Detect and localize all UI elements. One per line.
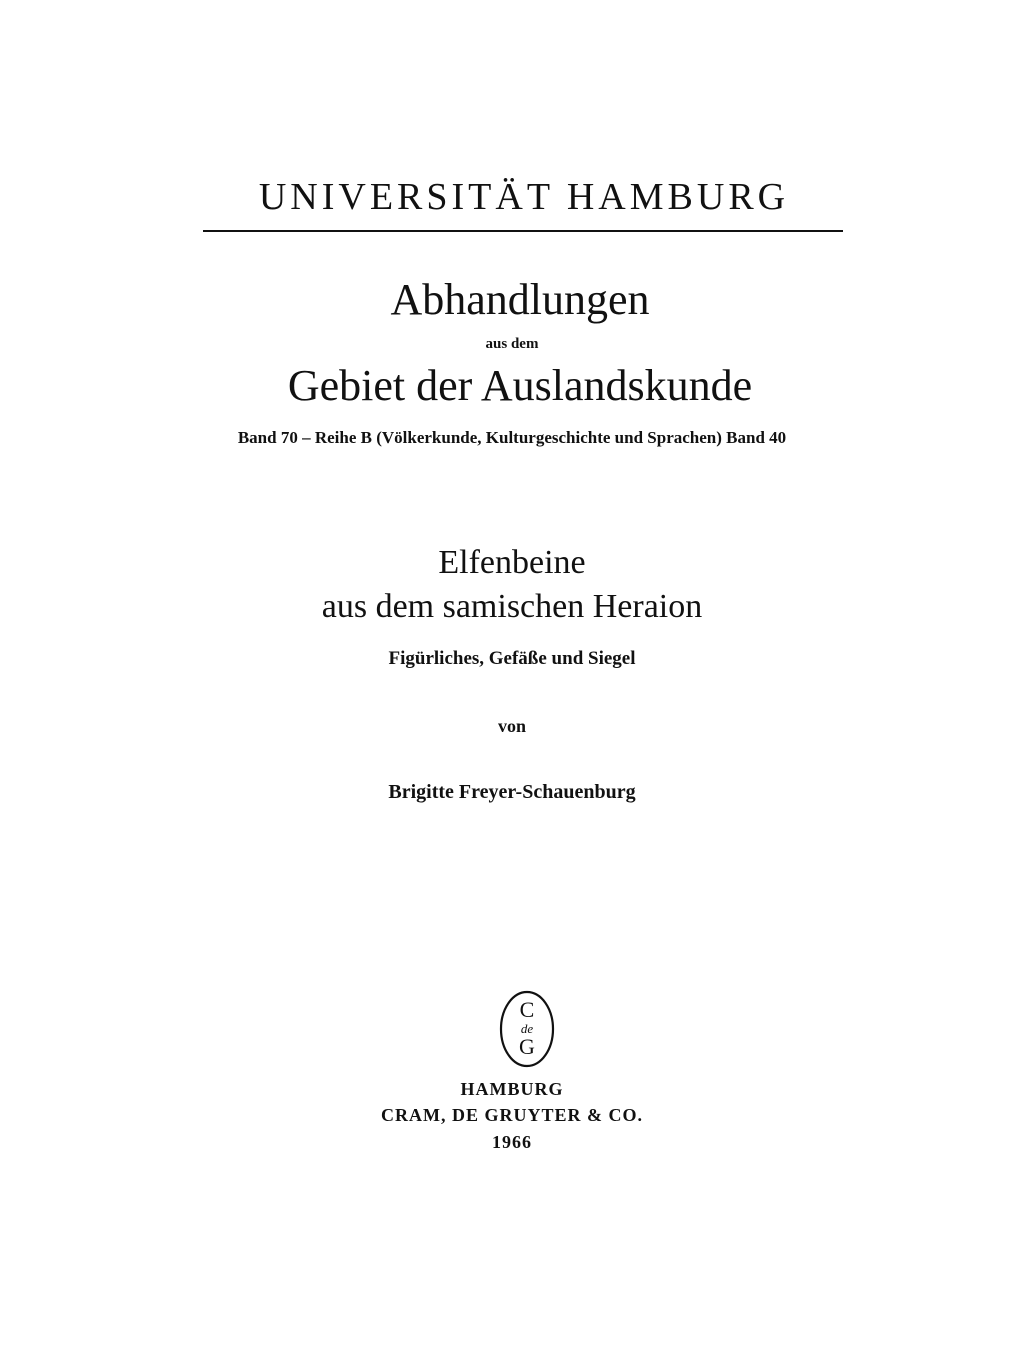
institution-heading: UNIVERSITÄT HAMBURG <box>258 176 790 218</box>
book-title-line1: Elfenbeine <box>438 544 586 581</box>
series-connector: aus dem <box>485 336 539 352</box>
publisher-city: HAMBURG <box>460 1079 564 1099</box>
logo-letter-c: C <box>519 997 535 1022</box>
author-name: Brigitte Freyer-Schauenburg <box>388 781 636 803</box>
volume-info: Band 70 – Reihe B (Völkerkunde, Kulturgeschichte und Sprachen) Band 40 <box>237 428 787 447</box>
logo-letter-g: G <box>519 1034 535 1059</box>
publisher-logo <box>497 989 557 1069</box>
book-title-line2: aus dem samischen Heraion <box>321 588 703 625</box>
heading-rule <box>203 230 843 232</box>
logo-letter-de: de <box>520 1021 534 1036</box>
publisher-name: CRAM, DE GRUYTER & CO. <box>381 1105 643 1125</box>
series-title-part1: Abhandlungen <box>390 275 650 324</box>
book-subtitle: Figürliches, Gefäße und Siegel <box>388 648 636 669</box>
series-title-part2: Gebiet der Auslandskunde <box>287 361 753 410</box>
publication-year: 1966 <box>492 1132 532 1152</box>
by-label: von <box>497 716 526 736</box>
